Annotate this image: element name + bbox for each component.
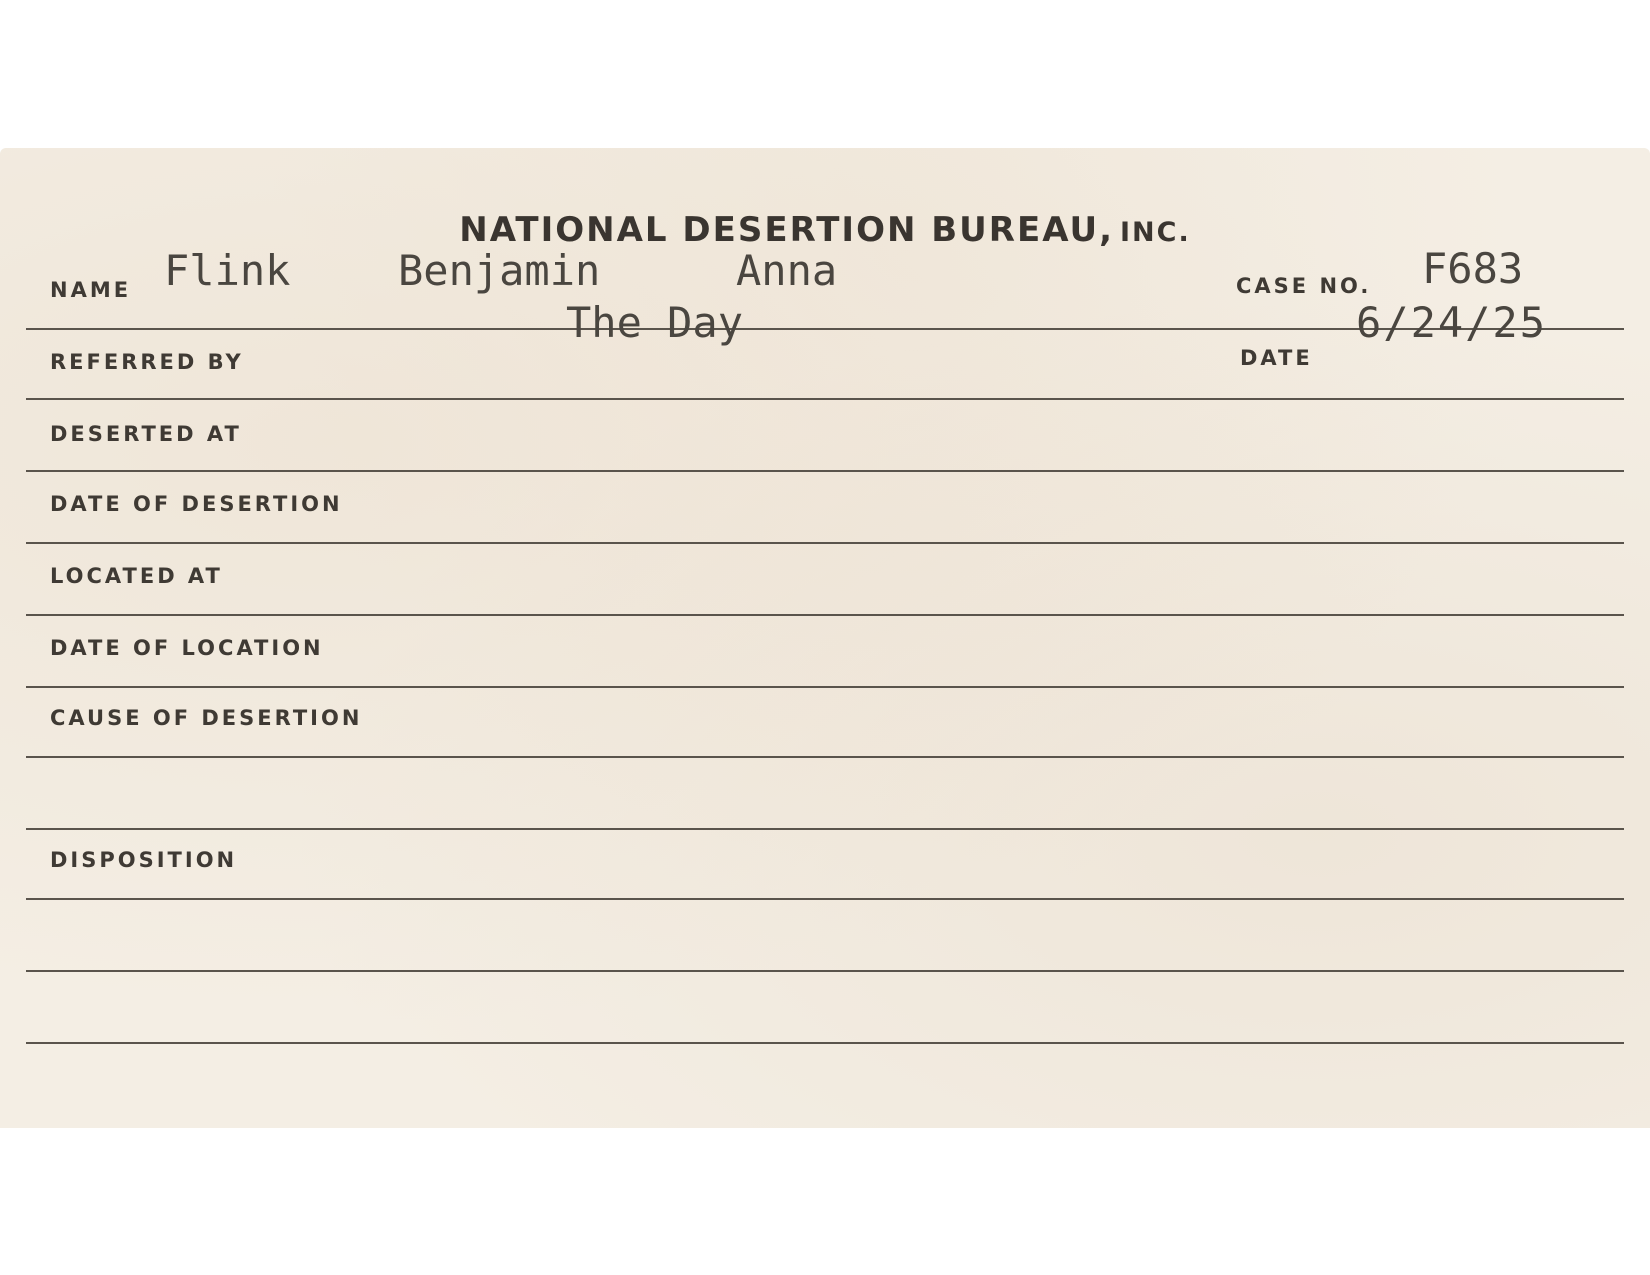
name-wife-value: Anna: [736, 246, 838, 295]
located-at-label: LOCATED AT: [50, 564, 223, 588]
date-label: DATE: [1240, 346, 1313, 370]
disposition-line-2: [26, 970, 1624, 972]
name-label: NAME: [50, 278, 132, 302]
card-title: [0, 210, 1650, 250]
date-value: 6/24/25: [1356, 298, 1548, 347]
name-last-value: Flink: [164, 246, 291, 295]
case-no-label: CASE NO.: [1236, 274, 1372, 298]
date-of-location-line: [26, 686, 1624, 688]
referred-by-value: The Day: [566, 298, 744, 347]
disposition-line-3: [26, 1042, 1624, 1044]
cause-of-desertion-label: CAUSE OF DESERTION: [50, 706, 363, 730]
cause-of-desertion-line-2: [26, 828, 1624, 830]
deserted-at-label: DESERTED AT: [50, 422, 242, 446]
case-number-value: F683: [1422, 244, 1524, 293]
deserted-at-line: [26, 470, 1624, 472]
date-of-location-label: DATE OF LOCATION: [50, 636, 324, 660]
bureau-name: NATIONAL DESERTION BUREAU,: [459, 210, 1114, 250]
disposition-label: DISPOSITION: [50, 848, 238, 872]
bureau-name-suffix: INC.: [1120, 217, 1191, 248]
date-of-desertion-line: [26, 542, 1624, 544]
located-at-line: [26, 614, 1624, 616]
cause-of-desertion-line: [26, 756, 1624, 758]
referred-by-label: REFERRED BY: [50, 350, 244, 374]
disposition-line: [26, 898, 1624, 900]
date-of-desertion-label: DATE OF DESERTION: [50, 492, 343, 516]
referred-by-line: [26, 398, 1624, 400]
index-card: [0, 148, 1650, 1128]
name-husband-value: Benjamin: [398, 246, 601, 295]
